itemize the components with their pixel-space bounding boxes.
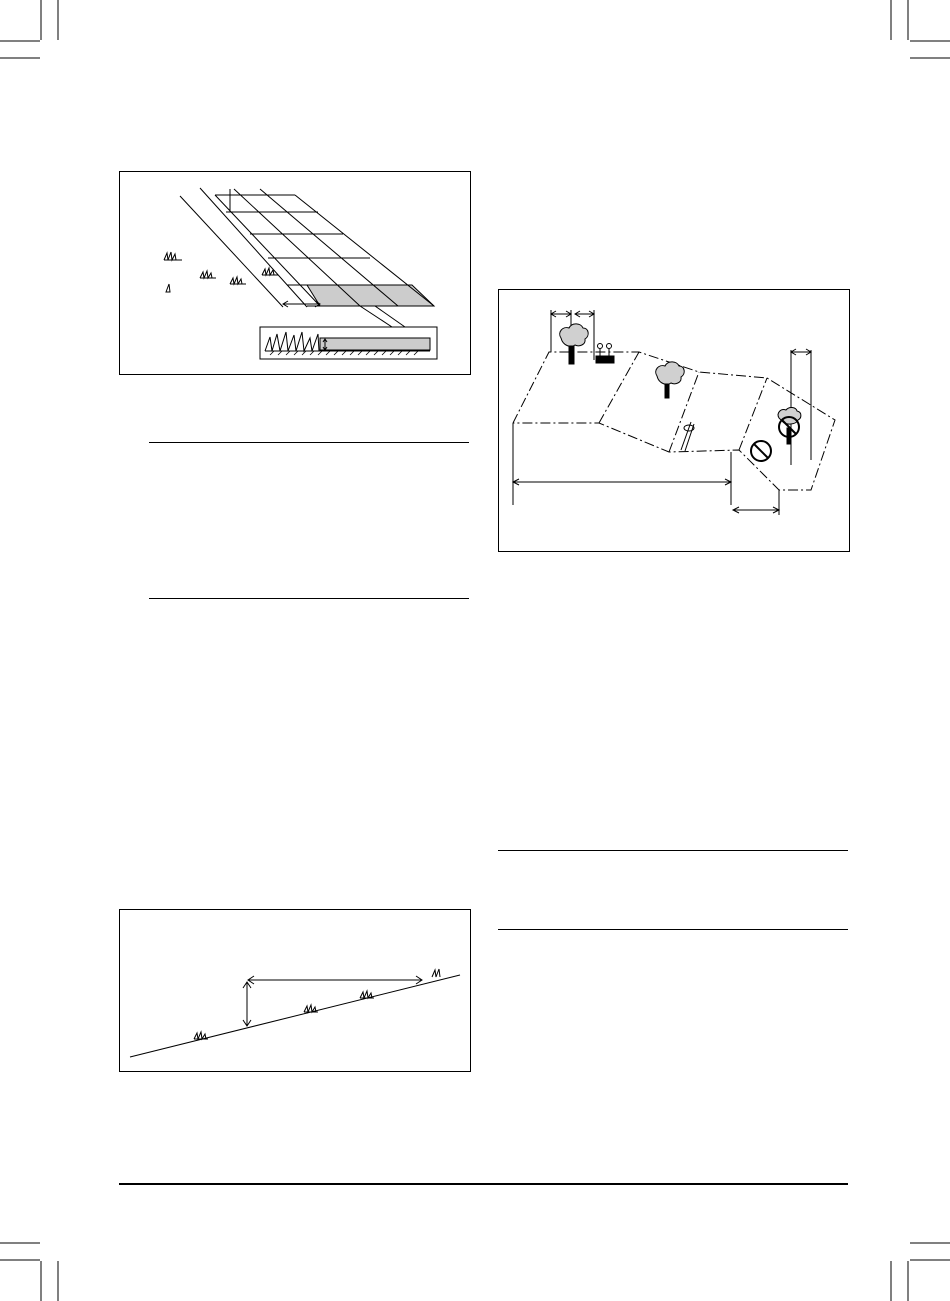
sprinkler-icon bbox=[681, 422, 694, 451]
section-divider bbox=[149, 442, 469, 443]
tree-icon bbox=[560, 324, 684, 398]
section-divider bbox=[498, 850, 848, 851]
prohibited-sign-icon bbox=[751, 407, 801, 461]
paving-border-illustration bbox=[120, 172, 472, 376]
figure-paving-border bbox=[119, 171, 471, 375]
flower-bed-icon bbox=[596, 344, 614, 364]
footer-divider bbox=[119, 1183, 848, 1185]
slope-illustration bbox=[120, 910, 472, 1073]
section-divider bbox=[149, 598, 469, 599]
grass-tuft-icon bbox=[164, 252, 278, 292]
work-area-illustration bbox=[499, 290, 851, 553]
figure-slope-measurement bbox=[119, 909, 471, 1072]
section-divider bbox=[498, 929, 848, 930]
figure-work-area-layout bbox=[498, 289, 850, 552]
